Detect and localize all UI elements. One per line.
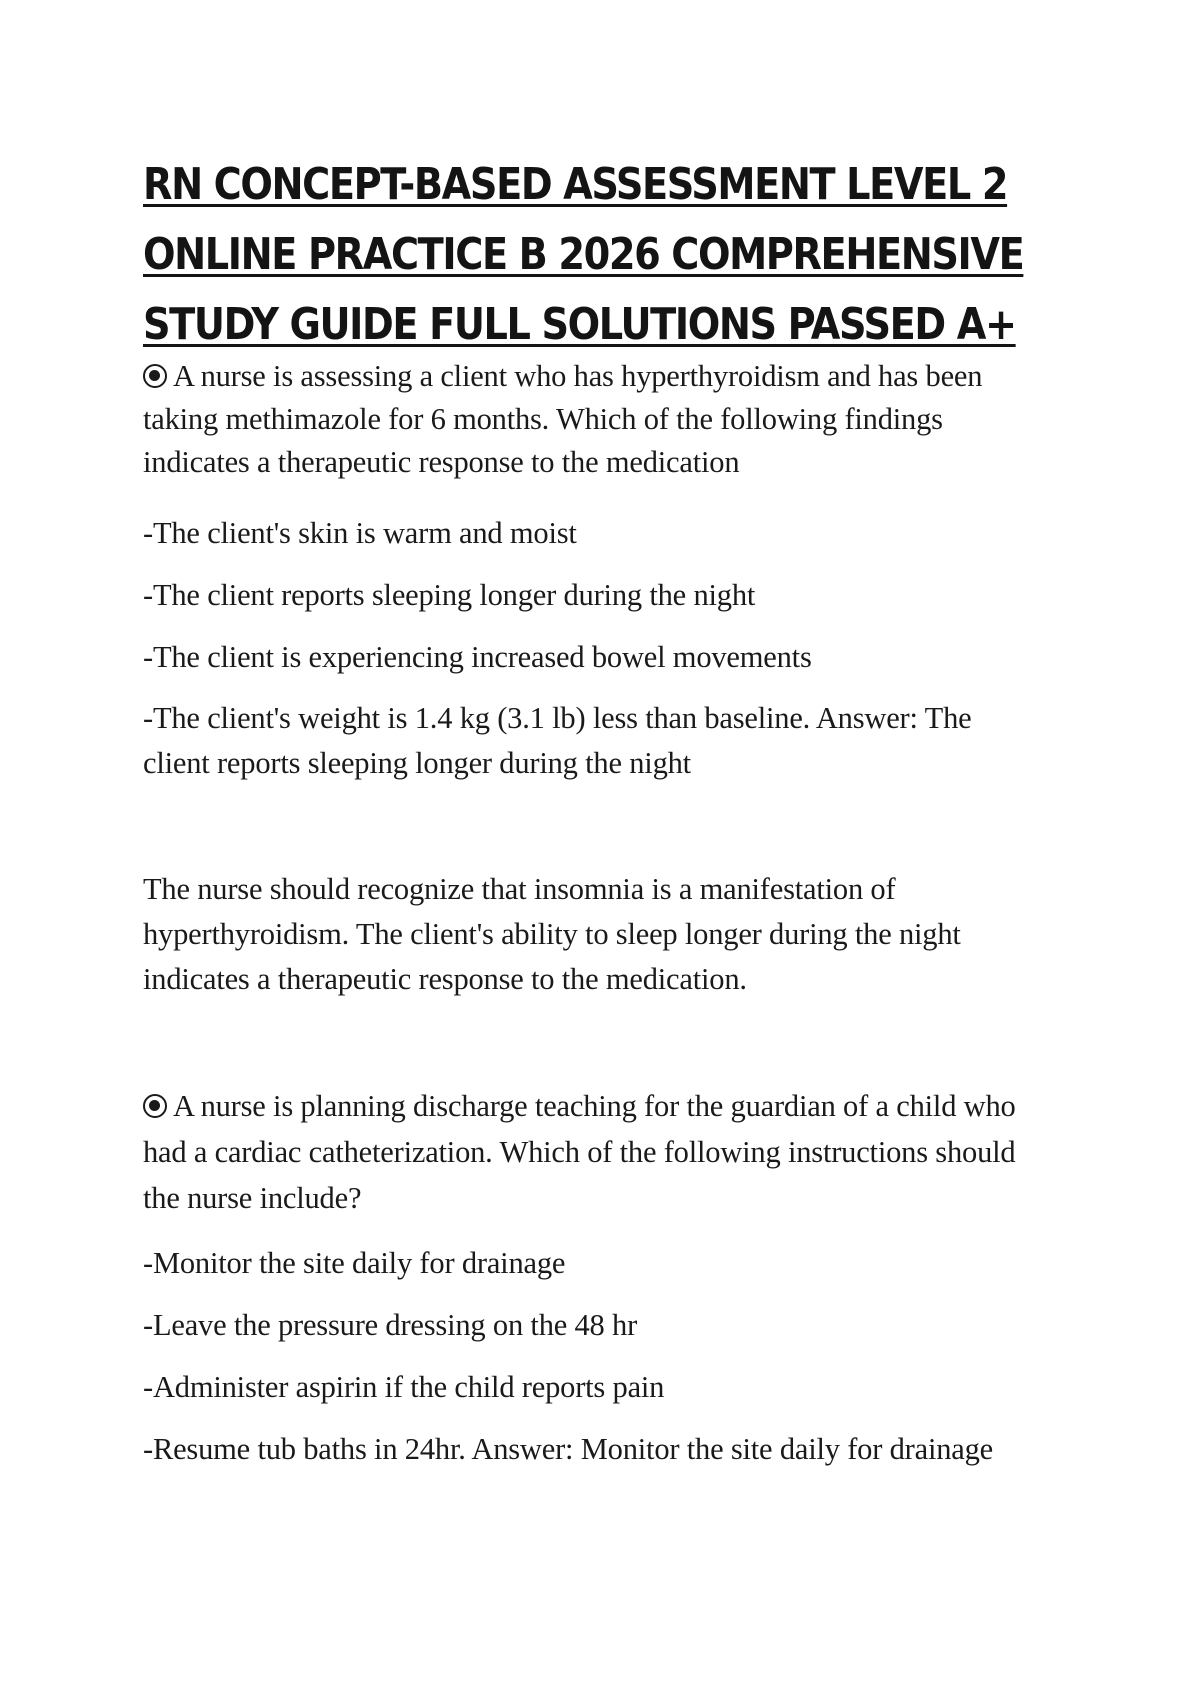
question-stem-line: taking methimazole for 6 months. Which of the following findings <box>143 402 943 436</box>
question-1-option-answer <box>143 696 1083 786</box>
question-2-stem <box>143 1083 1083 1221</box>
option-answer-line: -The client's weight is 1.4 kg (3.1 lb) less than baseline. Answer: The <box>143 701 972 735</box>
radio-bullet-icon <box>143 1094 167 1118</box>
title-line: RN CONCEPT-BASED ASSESSMENT LEVEL 2 <box>143 159 1008 210</box>
question-2-option-answer: -Resume tub baths in 24hr. Answer: Monitor the site daily for drainage <box>143 1432 994 1466</box>
question-2-option: -Leave the pressure dressing on the 48 hr <box>143 1308 638 1342</box>
question-stem-line: the nurse include? <box>143 1181 362 1215</box>
title-line: STUDY GUIDE FULL SOLUTIONS PASSED A+ <box>143 299 1016 350</box>
rationale-line: The nurse should recognize that insomnia is a manifestation of <box>143 872 896 906</box>
question-1-option: -The client reports sleeping longer during the night <box>143 578 756 612</box>
question-2-option: -Administer aspirin if the child reports pain <box>143 1370 665 1404</box>
question-2-option: -Monitor the site daily for drainage <box>143 1246 566 1280</box>
question-stem-text: A nurse is planning discharge teaching for the guardian of a child who <box>173 1089 1016 1123</box>
question-1-option: -The client is experiencing increased bowel movements <box>143 640 812 674</box>
document-title <box>143 150 1024 360</box>
question-1-option: -The client's skin is warm and moist <box>143 516 577 550</box>
question-stem-line: had a cardiac catheterization. Which of the following instructions should <box>143 1135 1016 1169</box>
title-line: ONLINE PRACTICE B 2026 COMPREHENSIVE <box>143 229 1024 280</box>
option-answer-line: client reports sleeping longer during the night <box>143 746 691 780</box>
question-stem-line: indicates a therapeutic response to the medication <box>143 445 740 479</box>
question-1-stem <box>143 355 1083 484</box>
question-stem-line <box>143 355 1083 398</box>
question-1-rationale <box>143 867 1083 1002</box>
rationale-line: hyperthyroidism. The client's ability to sleep longer during the night <box>143 917 961 951</box>
radio-bullet-icon <box>143 364 167 388</box>
question-stem-text: A nurse is assessing a client who has hyperthyroidism and has been <box>173 359 983 393</box>
rationale-line: indicates a therapeutic response to the medication. <box>143 962 747 996</box>
question-stem-line <box>143 1083 1083 1129</box>
